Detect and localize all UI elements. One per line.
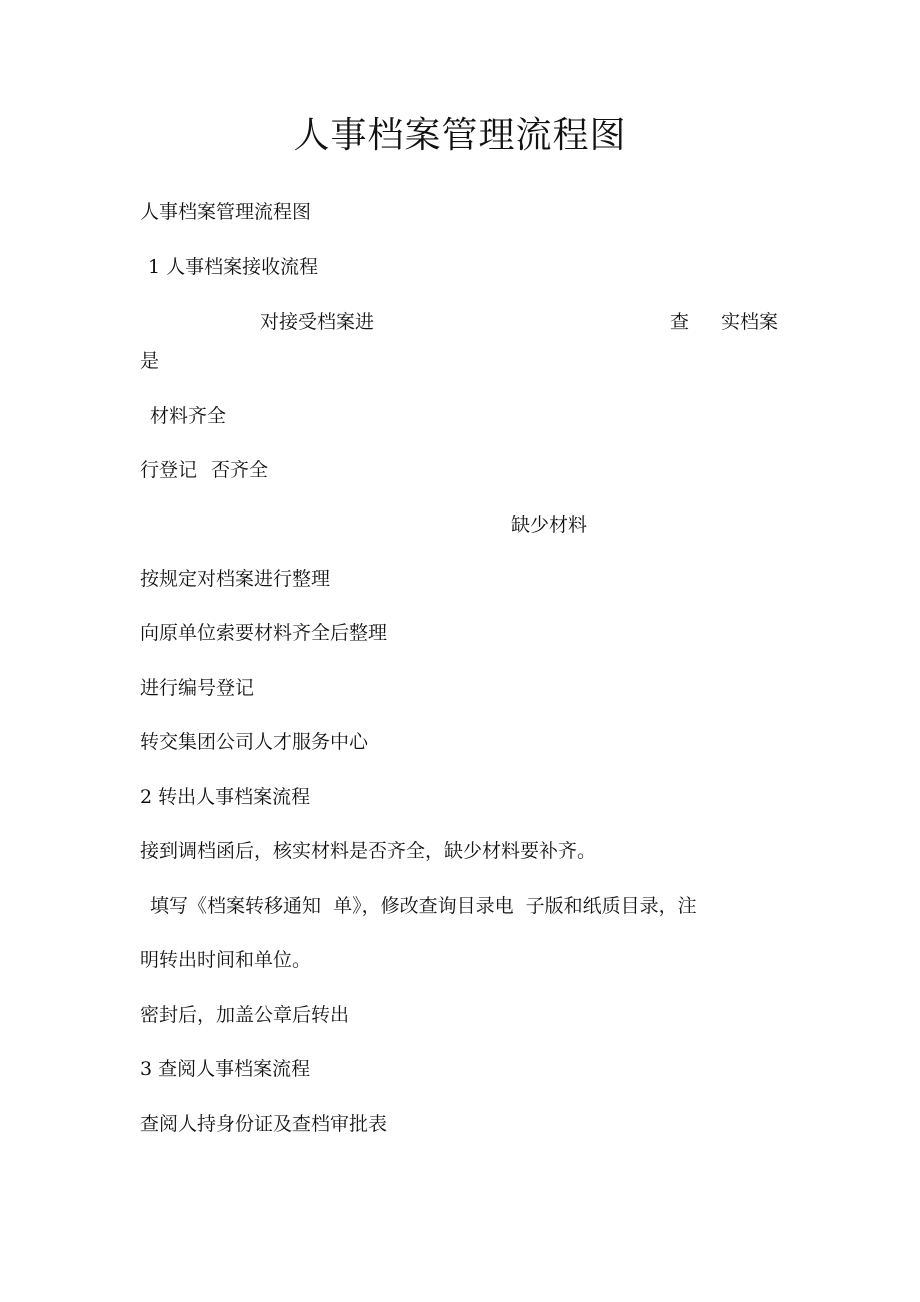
document-subtitle: 人事档案管理流程图 bbox=[140, 201, 312, 223]
flow-step-verify-c: 否齐全 bbox=[211, 459, 269, 481]
flow-step-organize: 按规定对档案进行整理 bbox=[140, 568, 331, 590]
flow-step-verify-b: 实档案 bbox=[721, 311, 779, 333]
section-2-heading: 2 转出人事档案流程 bbox=[140, 786, 311, 808]
flow-step-number: 进行编号登记 bbox=[140, 677, 255, 699]
section-2-step-receive: 接到调档函后，核实材料是否齐全，缺少材料要补齐。 bbox=[140, 840, 597, 862]
flow-step-register-b: 行登记 bbox=[140, 459, 198, 481]
flow-branch-missing: 缺少材料 bbox=[511, 514, 588, 536]
section-1-heading: 1 人事档案接收流程 bbox=[148, 256, 319, 278]
flow-step-verify-a: 查 bbox=[670, 311, 690, 333]
flow-step-request: 向原单位索要材料齐全后整理 bbox=[140, 622, 388, 644]
section-3-step-id: 查阅人持身份证及查档审批表 bbox=[140, 1113, 388, 1135]
section-2-step-note: 明转出时间和单位。 bbox=[140, 949, 312, 971]
flow-step-complete: 材料齐全 bbox=[150, 405, 227, 427]
flow-branch-yes: 是 bbox=[140, 350, 160, 372]
flow-step-transfer: 转交集团公司人才服务中心 bbox=[140, 731, 369, 753]
section-2-step-seal: 密封后，加盖公章后转出 bbox=[140, 1004, 350, 1026]
section-3-heading: 3 查阅人事档案流程 bbox=[140, 1058, 311, 1080]
flow-step-register-a: 对接受档案进 bbox=[260, 311, 375, 333]
section-2-step-fill-form: 填写《档案转移通知 单》，修改查询目录电 子版和纸质目录，注 bbox=[150, 895, 697, 917]
document-title: 人事档案管理流程图 bbox=[293, 115, 627, 156]
